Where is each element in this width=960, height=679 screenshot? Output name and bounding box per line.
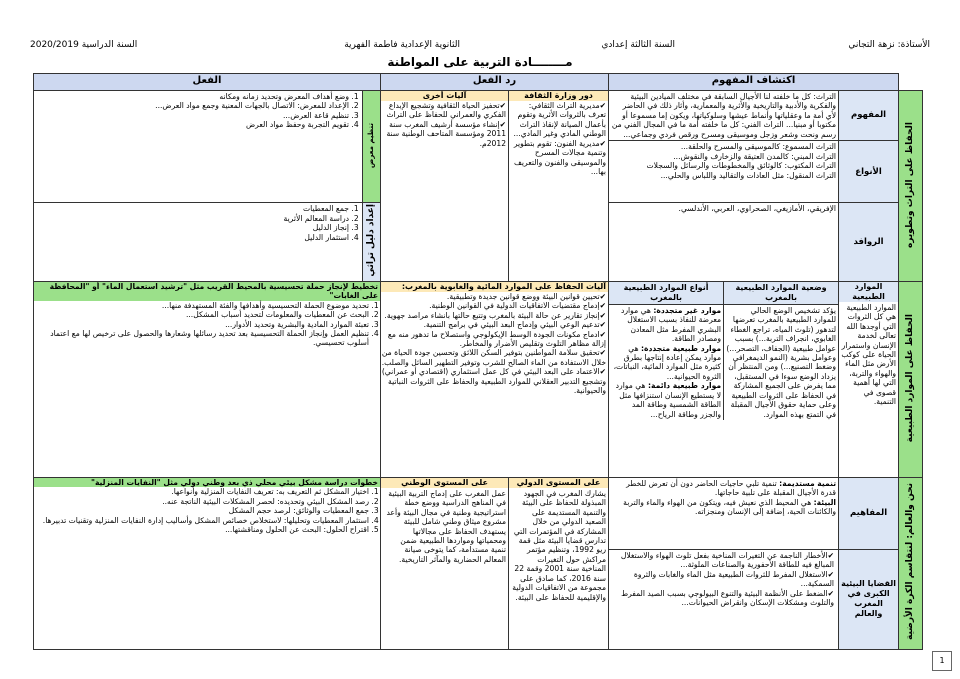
heritage-tributaries: الإفريقي، الأمازيغي، الصحراوي، العربي، الأندلسي. — [609, 203, 839, 281]
grade-level: السنة الثالثة إعدادي — [601, 40, 675, 50]
exhibition-step: 1. وضع أهداف المعرض وتحديد زمانه ومكانه — [36, 92, 349, 101]
national-level-header: على المستوى الوطني — [381, 478, 508, 488]
guide-step: 2. دراسة المعالم الأثرية — [36, 214, 349, 223]
guide-step: 3. إنجاز الدليل — [36, 223, 349, 232]
page-number: 1 — [932, 651, 952, 671]
mechanism-item: ✔تحقيق سلامة المواطنين بتوفير السكن اللائق وتحسين جودة الحياة من خلال الاستفادة من الماء الصالح للشرب وتوفير التطهير السائل والصلب. — [381, 348, 607, 367]
lesson-table — [33, 73, 923, 650]
world-issue: ✔الاستغلال المفرط للثروات الطبيعية مثل الماء والغابات والثروة السمكية... — [633, 569, 835, 589]
guide-label: إعداد دليل تراثي — [363, 203, 381, 281]
exhibition-step: 4. تقويم التجربة وحفظ مواد العرض — [36, 120, 349, 129]
problem-step: 4. استثمار المعطيات وتحليلها: لاستخلاص خصائص المشكل وأساليب إدارة النفايات المنزلية وتقنيات تدبيرها. — [34, 516, 369, 525]
mechanism-item: ✔الاعتماد على البعد البيئي في كل عمل استثماري (اقتصادي أو عمراني) وتشجيع التدبير العقلاني للموارد الطبيعية والحفاظ على الثروات النباتية والحيوانية. — [381, 367, 607, 396]
mechanism-item: ✔ادماج مكونات الجودة الوسط الإيكولوجي واستصلاح ما تدهور منه مع إزالة مظاهر التلوث وتقليص الأضرار والمخاطر. — [387, 329, 607, 348]
col-reaction-header: رد الفعل — [381, 74, 609, 91]
resources-types — [609, 304, 724, 420]
mechanism-item: ✔تحيين قوانين البيئة ووضع قوانين جديدة وتطبيقية. — [446, 291, 607, 301]
page-header — [30, 40, 930, 54]
heritage-type: التراث المبني: كالمدن العتيقة والزخارف والنقوش... — [673, 151, 837, 161]
campaign-plan — [34, 281, 381, 477]
local-problem-steps — [34, 477, 381, 649]
world-issues — [609, 549, 839, 649]
heritage-types — [609, 141, 839, 203]
col-action-header: الفعل — [34, 74, 381, 91]
national-level: على المستوى الوطني عمل المغرب على إدماج التربية البيئية في المناهج الدراسية ووضع خطة استراتيجية وطنية في مجال البيئة وأعد مشروع ميثاق وطني شامل للبيئة يستهدف الحفاظ على مجالاتها ومحمياتها ومواردها الطبيعية ضمن تنمية مستدامة، كما يتوخى صيانة المعالم الحضارية والمآثر التاريخية. — [381, 477, 509, 649]
school-year: السنة الدراسية 2020/2019 — [30, 40, 138, 50]
world-concepts — [609, 477, 839, 549]
guide-step: 4. استثمار الدليل — [36, 233, 349, 242]
resource-type: موارد غير متجددة: هي موارد معرضة للنفاذ بسبب الاستغلال البشري المفرط مثل المعادن ومصادر الطاقة. — [621, 305, 722, 344]
world-issue: ✔الضغط على الأنظمة البيئية والتنوع البيولوجي بسبب الصيد المفرط والتلوث ومشكلات الإسكان وانقراض الحيوانات... — [621, 588, 835, 607]
exhibition-label: تنظيم معرض — [363, 91, 381, 203]
col-discover-header: اكتشاف المفهوم — [609, 74, 899, 91]
campaign-plan-header: تخطيط لإنجاز حملة تحسيسية بالمحيط القريب مثل "ترشيد استعمال الماء" أو "المحافظة على الغابات" — [34, 282, 380, 301]
resource-type: موارد طبيعية متجددة: هي موارد يمكن إعادة إنتاجها بطرق كثيرة مثل الموارد المائية، النباتات، الثروة الحيوانية... — [613, 343, 722, 381]
campaign-step: 3. تعبئة الموارد المادية والبشرية وتحديد الأدوار... — [34, 320, 369, 329]
problem-step: 3. جمع المعطيات والوثائق: لرصد حجم المشكل — [34, 506, 369, 515]
mechanism-item: ✔إنجاز تقارير عن حالة البيئة بالمغرب وتتبع حالتها بانشاء مراصد جهوية. — [384, 310, 607, 320]
mechanism-item: ✔تدعيم الوعي البيئي وإدماج البعد البيئي في برامج التنمية. — [423, 320, 607, 330]
campaign-step: 1. تحديد موضوع الحملة التحسيسية وأهدافها والفئة المستهدفة منها... — [34, 301, 369, 310]
world-concepts-label: المفاهيم — [839, 477, 899, 549]
heritage-type: التراث المسموع: كالموسيقى والمسرح والحلقة... — [680, 142, 837, 152]
guide-steps — [34, 203, 363, 281]
international-level-header: على المستوى الدولي — [509, 478, 608, 488]
exhibition-step: 3. تنظيم قاعة العرض... — [36, 111, 349, 120]
resources-types-header: أنواع الموارد الطبيعية بالمغرب — [609, 282, 724, 305]
teacher-name: الأستاذة: نزهة التجاني — [848, 40, 930, 50]
problem-step: 5. اقتراح الحلول: البحث عن الحلول ومناقشتها... — [34, 525, 369, 534]
resources-mechanisms — [381, 281, 609, 477]
ministry-role — [509, 91, 609, 282]
ministry-item: ✔مديرية الفنون: تقوم بتطوير وتنمية مجالات المسرح والموسيقى والفنون والتعريف بها... — [513, 138, 607, 177]
page-title: مــــــــادة التربية على المواطنة — [387, 55, 573, 69]
other-mechanisms-header: آليات أخرى — [381, 91, 508, 101]
international-level: على المستوى الدولي يشارك المغرب في الجهود المبذولة للحفاظ على البيئة والتنمية المستديمة على الصعيد الدولي من خلال المشاركة في المؤتمرات التي تدارس قضايا البيئة مثل قمة ريو 1992، وتنظيم مؤتمر مراكش حول التغيرات المناخية سنة 2001 وقمة 22 سنة 2016، كما صادق على مجموعة من الاتفاقيات الدولية والإقليمية للحفاظ على البيئة. — [509, 477, 609, 649]
section-heritage-label: الحفاظ على التراث وتطويره — [899, 91, 923, 282]
resource-type: موارد طبيعية دائمة: هي موارد لا يستطيع الإنسان استنزافها مثل الطاقة الشمسية وطاقة المد والجزر وطاقة الرياح... — [615, 381, 722, 419]
world-concept: تنمية مستديمة: تنمية تلبي حاجيات الحاضر دون أن تعرض للخطر قدرة الأجيال المقبلة على تلبية حاجاتها. — [626, 478, 837, 498]
guide-step: 1. جمع المعطيات — [36, 204, 349, 213]
heritage-concept-label: المفهوم — [839, 91, 899, 141]
section-resources-label: الحفاظ على الموارد الطبيعية — [899, 281, 923, 477]
exhibition-steps — [34, 91, 363, 203]
resources-state-and-types — [609, 281, 839, 477]
heritage-type: التراث المكتوب: كالوثائق والمخطوطات والرسائل والسجلات — [646, 161, 837, 171]
school-name: الثانوية الإعدادية فاطمة الفهرية — [344, 40, 460, 50]
resources-mechanisms-header: آليات الحفاظ على الموارد المائية والغابوية بالمغرب: — [381, 282, 608, 292]
resources-definition-header: الموارد الطبيعية — [839, 282, 898, 302]
exhibition-step: 2. الإعداد للمعرض: الاتصال بالجهات المعنية وجمع مواد العرض... — [36, 101, 349, 110]
world-issues-label: القضايا البيئية الكبرى في المغرب والعالم — [839, 549, 899, 649]
world-issue: ✔الأخطار الناجمة عن التغيرات المناخية بفعل تلوث الهواء والاستغلال المبالغ فيه للطاقة الأحفورية والصناعات الملوثة... — [620, 550, 835, 570]
resources-state-header: وضعية الموارد الطبيعية بالمغرب — [724, 282, 839, 305]
heritage-tributaries-label: الروافد — [839, 203, 899, 281]
campaign-step: 4. تنظيم العمل وإنجاز الحملة التحسيسية بعد تحديد رسائلها وشعارها والحصول على ترخيص لها مع اعتماد أسلوب تحسيسي. — [34, 329, 369, 348]
campaign-step: 2. البحث عن المعطيات والمعلومات لتحديد أسباب المشكل... — [34, 310, 369, 319]
heritage-concept-text: التراث: كل ما خلفته لنا الأجيال السابقة في مختلف الميادين البيئية والفكرية والأدبية والتاريخية والأثرية والمعمارية، وأثار ذلك في الحاضر لأي أمة ما وعقلياتها وأنماط عيشها وسلوكياتها، ويكون إما مسموعا أو مكتوبا أو مبنيا... التراث الفني: كل ما خلفته أمة ما في المجال الفني من رسم ونحت وشعر وزجل وموسيقى ومسرح ورقص فردي وجماعي... — [609, 91, 839, 141]
other-mechanisms — [381, 91, 509, 282]
problem-step: 1. اختيار المشكل ثم التعريف به: تعريف النفايات المنزلية وأنواعها. — [34, 487, 369, 496]
heritage-type: التراث المنقول: مثل العادات والتقاليد واللباس والحلي... — [660, 170, 837, 180]
local-problem-steps-header: خطوات دراسة مشكل بيئي محلي ذي بعد وطني دولي مثل "النفايات المنزلية" — [34, 478, 380, 487]
world-concept: البيئة: هي المحيط الذي نعيش فيه، ويتكون من الهواء والماء والتربة والكائنات الحية، إضافة إلى الإنسان ومنجزاته. — [623, 497, 837, 517]
heritage-types-label: الأنواع — [839, 141, 899, 203]
section-world-label: نحن والعالم: لنتقاسم الكرة الأرضية — [899, 477, 923, 649]
resources-definition: الموارد الطبيعية الموارد الطبيعية هي كل الثروات التي أوجدها الله تعالى لخدمة الإنسان واستمرار الحياة على كوكب الأرض مثل الماء والهواء والتربة، التي لها أهمية قصوى في التنمية. — [839, 281, 899, 477]
ministry-item: ✔مديرية التراث الثقافي: تعرف بالثروات الأثرية وتقوم بأعمال الصيانة لإنقاذ التراث الوطني المادي وغير المادي... — [513, 101, 607, 139]
resources-state: يؤكد تشخيص الوضع الحالي للموارد الطبيعية بالمغرب تعرضها لتدهور (تلوث المياه، تراجع الغطاء الغابوي، انجراف التربة...) بسبب عوامل طبيعية (الجفاف، التصحر...) وعوامل بشرية (النمو الديمغرافي وضغط التصنيع...) ومن المنتظر أن يزداد الوضع سوءا في المستقبل، مما يفرض على الجميع المشاركة في الحفاظ على الثروات الطبيعية وعلى حماية حقوق الأجيال المقبلة في التمتع بهذه الموارد. — [724, 304, 839, 420]
problem-step: 2. رصد المشكل البيئي وتحديده: لحصر المشكلات البيئية الناتجة عنه.. — [34, 497, 369, 506]
other-mechanism-item: ✔إنشاء مؤسسة أرشيف المغرب سنة 2011 ومؤسسة المتاحف الوطنية سنة 2012م. — [386, 119, 507, 148]
other-mechanism-item: ✔تحفيز الحياة الثقافية وتشجيع الإبداع الفكري والعمراني للحفاظ على التراث — [386, 101, 507, 120]
mechanism-item: ✔إدماج مقتضيات الاتفاقيات الدولية في القوانين الوطنية. — [429, 301, 607, 311]
ministry-role-header: دور وزارة الثقافة — [509, 91, 608, 101]
